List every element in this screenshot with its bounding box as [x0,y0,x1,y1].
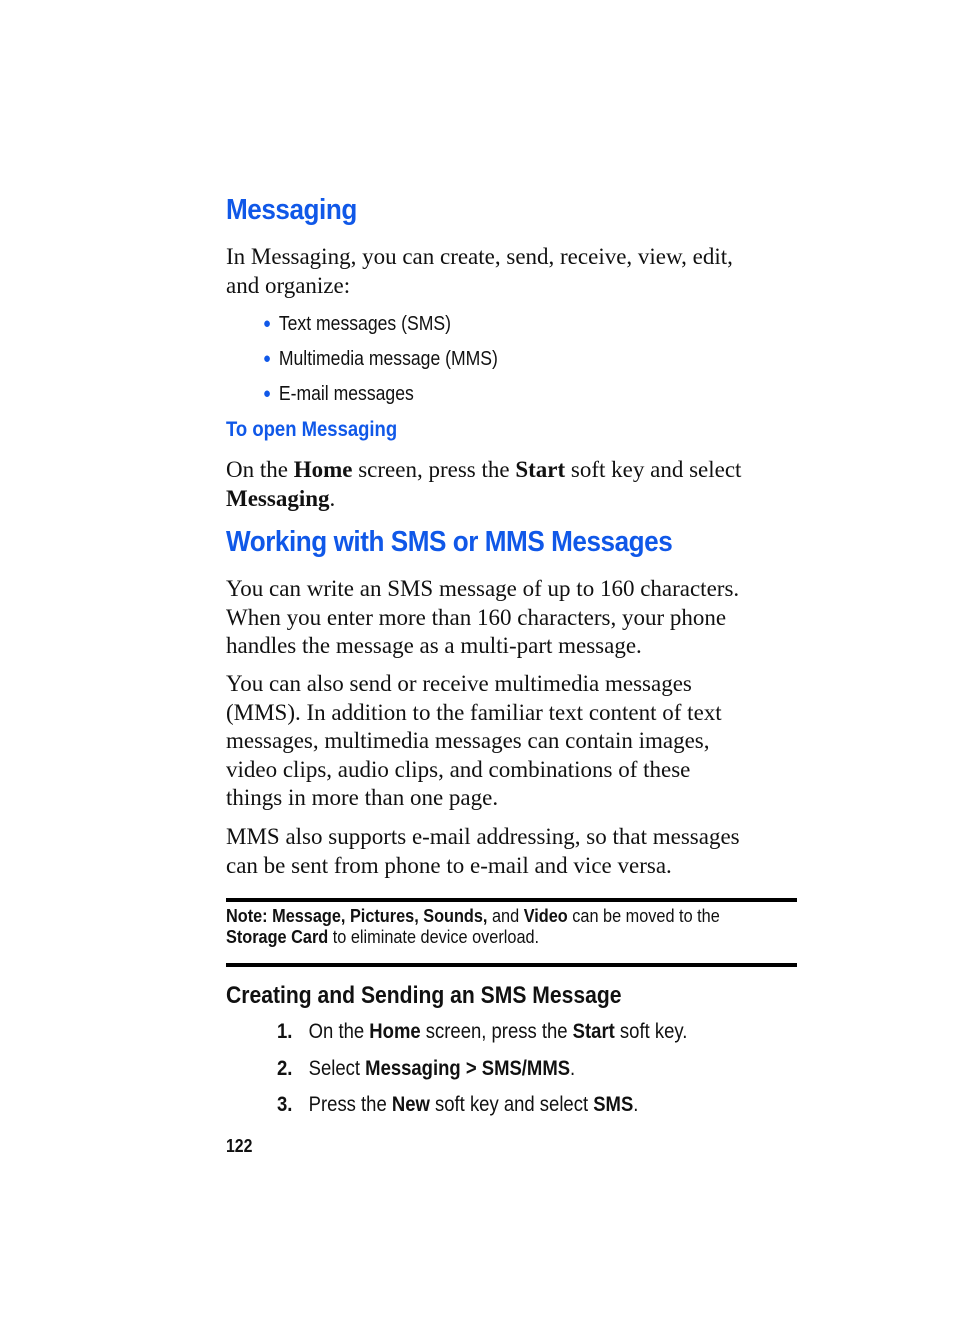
text-run: to eliminate device overload. [328,926,540,947]
text-run: screen, press the [352,457,516,482]
text-run: and [487,905,524,926]
note-top-rule [226,898,797,902]
text-line: (MMS). In addition to the familiar text content of text [226,699,722,725]
step-term: Home [369,1020,421,1043]
messaging-heading: Messaging [226,194,357,226]
text-line: handles the message as a multi-part message. [226,633,642,658]
start-term: Start [515,457,566,482]
text-line: MMS also supports e-mail addressing, so that messages [226,824,740,849]
note-term: Storage Card [226,926,329,947]
intro-line-1: In Messaging, you can create, send, receive, view, edit, [226,244,733,269]
step-number: 3. [277,1093,293,1116]
list-item [263,313,451,336]
step-number: 2. [277,1057,293,1080]
list-item-text: Text messages (SMS) [278,313,451,335]
note-bottom-rule [226,963,797,967]
note-term: Message, Pictures, Sounds, [267,905,488,926]
mms-paragraph [226,670,806,813]
list-item [263,348,498,371]
home-term: Home [293,457,353,482]
text-run: soft key and select [565,457,742,482]
text-run: Select [308,1057,366,1080]
text-line: things in more than one page. [226,785,499,810]
messaging-intro [226,243,806,300]
list-item-text: Multimedia message (MMS) [278,348,498,370]
intro-line-2: and organize: [226,272,351,298]
step-item [277,1020,687,1044]
text-run: soft key. [614,1020,688,1043]
text-line: messages, multimedia messages can contain images, [226,728,710,753]
text-run: screen, press the [420,1020,573,1043]
bullet-icon: ● [263,385,271,402]
text-line: You can also send or receive multimedia messages [226,671,692,696]
text-line: When you enter more than 160 characters, your phone [226,604,727,630]
step-term: New [391,1093,430,1116]
step-item [277,1093,638,1117]
text-run: On the [226,457,294,482]
text-run: soft key and select [429,1093,594,1116]
email-paragraph [226,823,806,880]
bullet-icon: ● [263,315,271,332]
text-run: Press the [308,1093,392,1116]
step-item [277,1057,575,1081]
text-run: can be moved to the [567,905,720,926]
creating-heading: Creating and Sending an SMS Message [226,982,622,1009]
note-term: Video [523,905,568,926]
text-line: video clips, audio clips, and combinations of these [226,756,691,782]
text-run: . [633,1093,639,1116]
list-item [263,383,414,406]
sms-paragraph [226,575,806,661]
note-label: Note: [226,905,268,926]
working-heading: Working with SMS or MMS Messages [226,526,673,558]
step-term: SMS [593,1093,634,1116]
text-run: . [570,1057,576,1080]
text-run: On the [308,1020,370,1043]
messaging-term: Messaging [226,485,330,511]
step-number: 1. [277,1020,293,1043]
step-term: Messaging > SMS/MMS [365,1057,571,1080]
bullet-icon: ● [263,350,271,367]
text-line: You can write an SMS message of up to 160 characters. [226,576,740,601]
page-number: 122 [226,1136,253,1156]
note-box [226,905,789,947]
list-item-text: E-mail messages [278,383,414,405]
step-term: Start [572,1020,615,1043]
text-line: can be sent from phone to e-mail and vice versa. [226,852,672,878]
open-messaging-text [226,456,806,513]
text-run: . [329,485,336,511]
open-messaging-heading: To open Messaging [226,418,398,441]
